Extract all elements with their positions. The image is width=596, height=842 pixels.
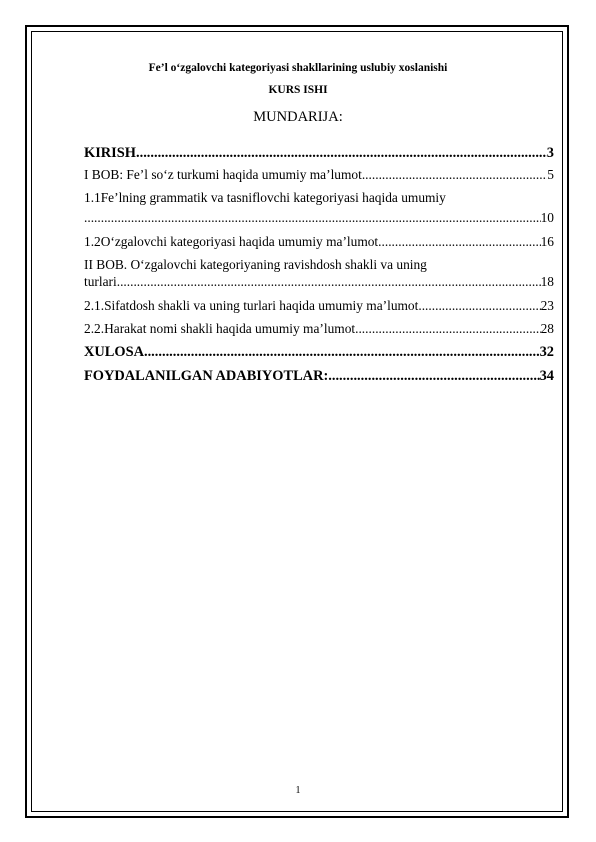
toc-entry-text: KIRISH. (84, 145, 140, 161)
toc-leader-dots (140, 145, 547, 162)
toc-entry-chapter-2[interactable] (84, 256, 554, 290)
toc-entry-page: 5 (547, 167, 554, 182)
toc-leader-dots (144, 344, 540, 361)
toc-entry-text: 2.2.Harakat nomi shakli haqida umumiy ma’lumot (84, 321, 356, 336)
toc-leader-dots (378, 233, 540, 250)
toc-entry-xulosa[interactable] (84, 344, 554, 361)
toc-heading-text: MUNDARIJA (253, 109, 339, 125)
toc-entry-text: 1.2O‘zgalovchi kategoriyasi haqida umumiy ma’lumot (84, 234, 379, 249)
document-subtitle: KURS ISHI (268, 84, 328, 96)
toc-entry-text: FOYDALANILGAN ADABIYOTLAR: (84, 368, 329, 384)
page-number: 1 (295, 785, 301, 796)
document-title: Fe’l o‘zgalovchi kategoriyasi shakllarining uslubiy xoslanishi (148, 62, 448, 74)
toc-entry-page: 32 (539, 344, 554, 360)
toc-leader-dots (328, 368, 539, 385)
toc-leader-dots (355, 320, 541, 337)
toc-entry-page: 10 (540, 210, 554, 225)
toc-entry-bibliography[interactable] (84, 368, 554, 385)
toc-heading-colon: : (338, 109, 343, 125)
toc-entry-page: 16 (540, 234, 554, 249)
toc-leader-dots (84, 209, 541, 226)
toc-entry-section-1-2[interactable] (84, 233, 554, 250)
toc-entry-page: 3 (546, 145, 554, 161)
toc-entry-page: 18 (540, 274, 554, 289)
toc-entry-page: 34 (539, 368, 554, 384)
toc-entry-text: turlari (84, 274, 117, 289)
toc-entry-chapter-1[interactable] (84, 166, 554, 183)
toc-entry-text-line1: II BOB. O‘zgalovchi kategoriyaning ravishdosh shakli va uning (84, 257, 427, 272)
toc-entry-kirish[interactable] (84, 145, 554, 162)
toc-entry-page: 28 (540, 321, 554, 336)
toc-entry-page: 23 (540, 298, 554, 313)
toc-entry-section-2-1[interactable] (84, 297, 554, 314)
toc-entry-section-2-2[interactable] (84, 320, 554, 337)
toc-entry-section-1-1[interactable] (84, 189, 554, 226)
toc-leader-dots (362, 166, 547, 183)
toc-entry-text: I BOB: Fe’l so‘z turkumi haqida umumiy ma’lumot (84, 167, 362, 182)
toc-entry-text-line1: 1.1Fe’lning grammatik va tasniflovchi kategoriyasi haqida umumiy (84, 190, 446, 205)
toc-leader-dots (117, 273, 541, 290)
toc-entry-text: 2.1.Sifatdosh shakli va uning turlari haqida umumiy ma’lumot (84, 298, 419, 313)
toc-heading (0, 109, 596, 126)
toc-entry-text: XULOSA (84, 344, 144, 360)
toc-leader-dots (418, 297, 540, 314)
